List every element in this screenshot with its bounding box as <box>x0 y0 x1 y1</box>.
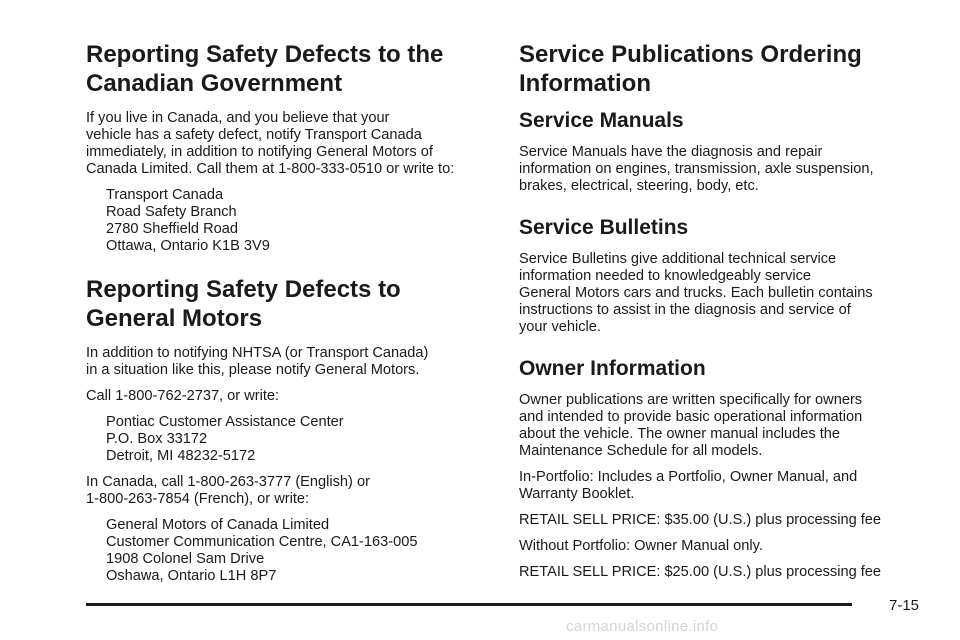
price-in-portfolio: RETAIL SELL PRICE: $35.00 (U.S.) plus processing fee <box>519 512 882 528</box>
gm-canada-address: General Motors of Canada Limited Customer Communication Centre, CA1-163-005 1908 Colonel Sam Drive Oshawa, Ontario L1H 8P7 <box>106 517 418 584</box>
owner-information-body: Owner publications are written specifically for owners and intended to provide basic operational information about the vehicle. The owner manual includes the Maintenance Schedule for all models. <box>519 392 863 459</box>
gm-body: In addition to notifying NHTSA (or Transport Canada) in a situation like this, please notify General Motors. <box>86 345 429 378</box>
price-without-portfolio: RETAIL SELL PRICE: $25.00 (U.S.) plus processing fee <box>519 564 882 580</box>
transport-canada-address: Transport Canada Road Safety Branch 2780 Sheffield Road Ottawa, Ontario K1B 3V9 <box>106 187 270 254</box>
service-bulletins-body: Service Bulletins give additional technical service information needed to knowledgeably service General Motors cars and trucks. Each bulletin contains instructions to assist in the diagnosis and service of your vehicle. <box>519 251 873 335</box>
left-column <box>86 40 491 585</box>
canada-body: If you live in Canada, and you believe that your vehicle has a safety defect, notify Transport Canada immediately, in addition to notifying General Motors of Canada Limited. Call them at 1-800-333-0510 or write to: <box>86 110 455 177</box>
gm-section-title: Reporting Safety Defects to General Motors <box>86 276 401 332</box>
publications-title: Service Publications Ordering Information <box>519 41 862 97</box>
footer-rule <box>86 603 852 606</box>
canada-section-title: Reporting Safety Defects to the Canadian Government <box>86 41 444 97</box>
owner-information-heading: Owner Information <box>519 357 706 380</box>
without-portfolio-text: Without Portfolio: Owner Manual only. <box>519 538 763 554</box>
gm-call-line: Call 1-800-762-2737, or write: <box>86 388 280 404</box>
service-manuals-heading: Service Manuals <box>519 109 684 132</box>
service-bulletins-heading: Service Bulletins <box>519 216 689 239</box>
watermark: carmanualsonline.info <box>566 618 719 635</box>
pontiac-address: Pontiac Customer Assistance Center P.O. Box 33172 Detroit, MI 48232-5172 <box>106 414 344 464</box>
page-number: 7-15 <box>889 597 920 614</box>
gm-canada-call: In Canada, call 1-800-263-3777 (English) or 1-800-263-7854 (French), or write: <box>86 474 370 507</box>
in-portfolio-text: In-Portfolio: Includes a Portfolio, Owner Manual, and Warranty Booklet. <box>519 469 858 502</box>
right-column <box>519 40 929 581</box>
service-manuals-body: Service Manuals have the diagnosis and repair information on engines, transmission, axle suspension, brakes, electrical, steering, body, etc. <box>519 144 874 194</box>
